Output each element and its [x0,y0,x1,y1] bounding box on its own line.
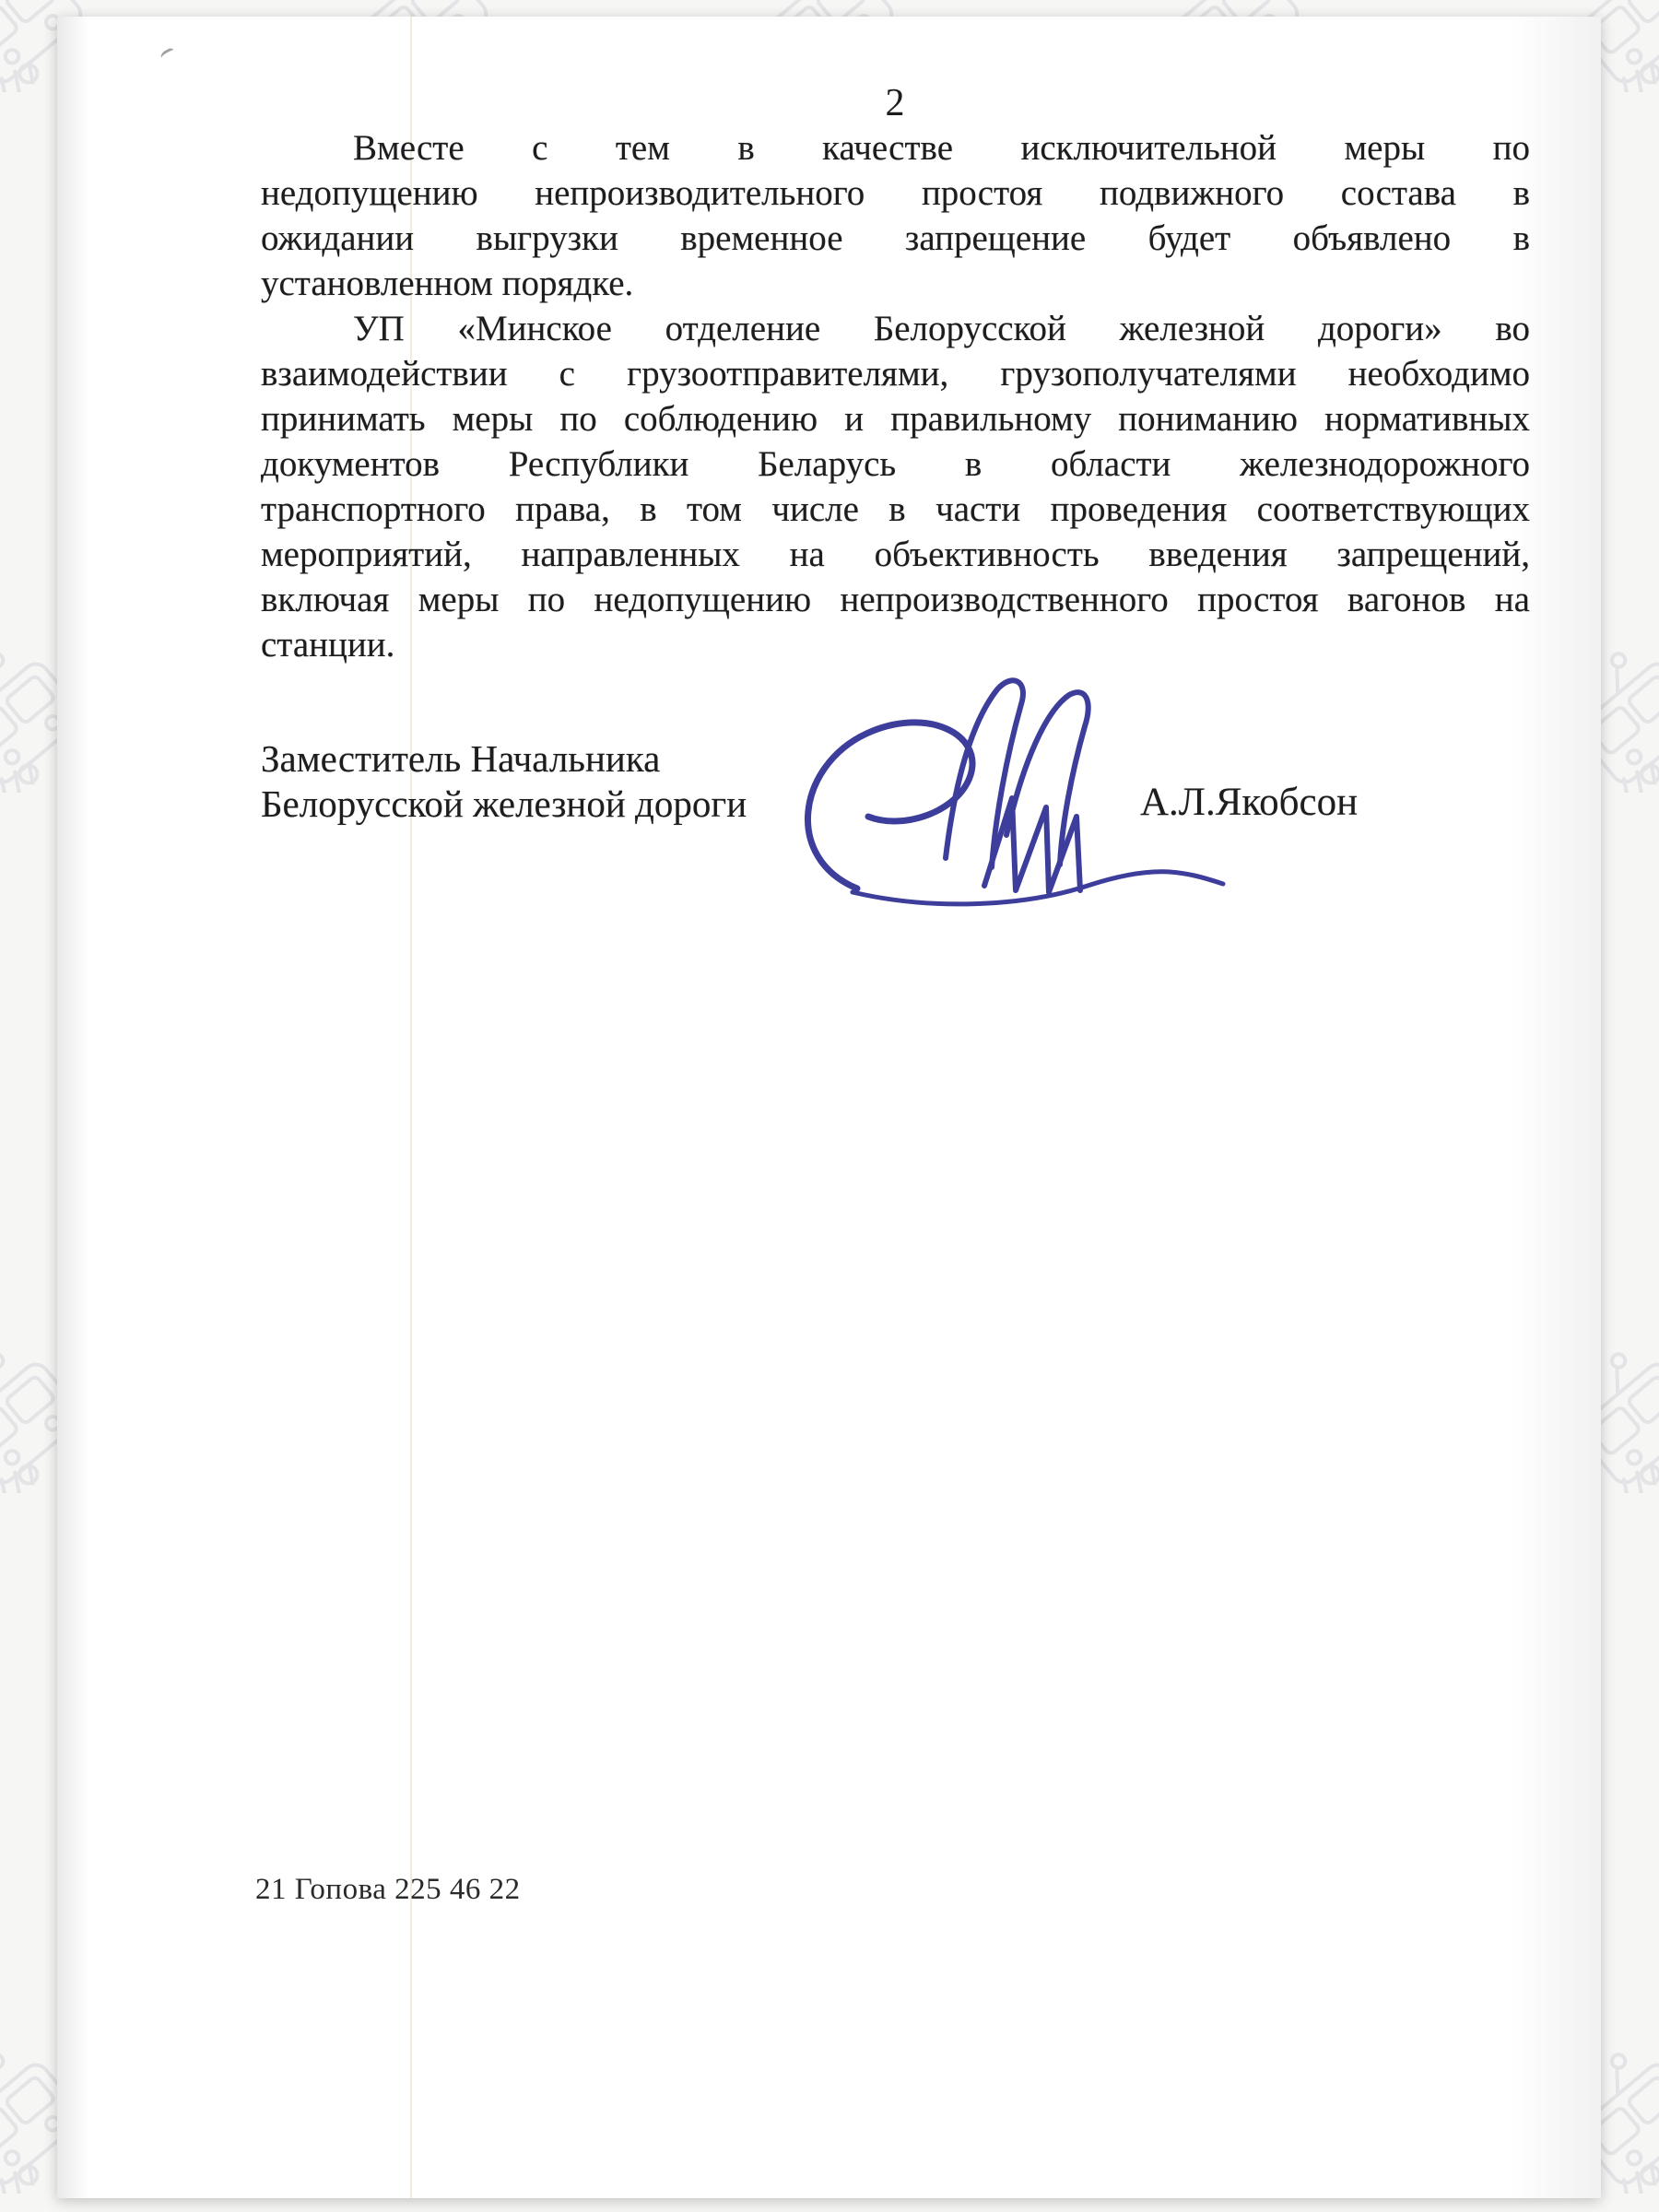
text-line: включая меры по недопущению непроизводственного простоя вагонов на [261,580,1530,619]
text-line: документов Республики Беларусь в области железнодорожного [261,444,1530,484]
footer-note: 21 Гопова 225 46 22 [255,1873,521,1906]
text-line: Вместе с тем в качестве исключительной меры по [353,128,1530,168]
signer-name: А.Л.Якобсон [1140,781,1359,824]
text-line: транспортного права, в том числе в части проведения соответствующих [261,489,1530,529]
pen-mark [159,47,177,62]
text-line: мероприятий, направленных на объективность введения запрещений, [261,535,1530,574]
text-line: УП «Минское отделение Белорусской железной дороги» во [353,309,1530,348]
page-number: 2 [885,82,906,124]
signature-title-line2: Белорусской железной дороги [261,782,747,825]
text-line: установленном порядке. [261,264,634,303]
text-line: недопущению непроизводительного простоя подвижного состава в [261,173,1530,213]
text-line: станции. [261,625,395,665]
document-page [57,17,1601,2198]
text-line: взаимодействии с грузоотправителями, грузополучателями необходимо [261,354,1530,394]
text-line: ожидании выгрузки временное запрещение будет объявлено в [261,218,1530,258]
text-line: принимать меры по соблюдению и правильному пониманию нормативных [261,399,1530,439]
body-text [261,125,1530,667]
signature-title-line1: Заместитель Начальника [261,737,661,780]
